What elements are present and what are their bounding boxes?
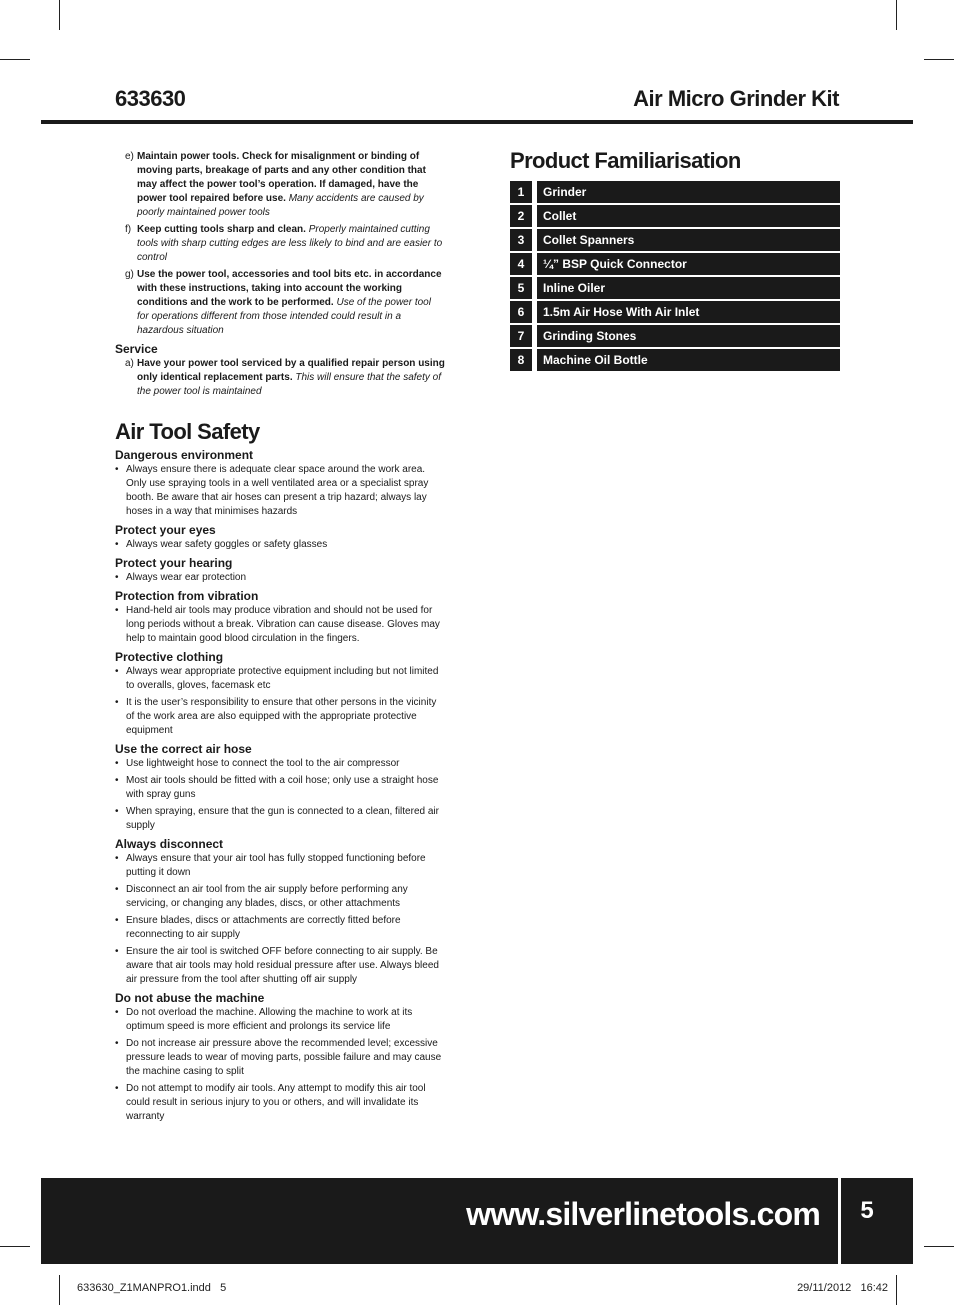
part-name: Inline Oiler — [537, 277, 840, 299]
bullet-item — [115, 852, 445, 880]
footer-bar — [41, 1178, 838, 1264]
item-label: e) — [125, 151, 134, 162]
group-heading: Protective clothing — [115, 650, 224, 664]
bullet-text: Do not overload the machine. Allowing the machine to work at its optimum speed is more efficient and prolongs its service life — [126, 1007, 413, 1032]
bullet-item — [115, 1006, 445, 1034]
product-code: 633630 — [115, 86, 186, 111]
bullet-text: Use lightweight hose to connect the tool to the air compressor — [126, 758, 400, 769]
bullet-text: When spraying, ensure that the gun is connected to a clean, filtered air supply — [126, 806, 439, 831]
bullet-item — [115, 1037, 445, 1079]
bullet-glyph: • — [115, 946, 119, 957]
bullet-item — [115, 571, 445, 585]
part-row — [510, 325, 840, 347]
part-number: 3 — [510, 229, 532, 251]
list-item — [115, 357, 445, 399]
bullet-glyph: • — [115, 697, 119, 708]
bullet-glyph: • — [115, 666, 119, 677]
bullet-text: Do not attempt to modify air tools. Any attempt to modify this air tool could result in serious injury to you or others, and will invalidate its warranty — [126, 1083, 426, 1122]
bullet-item — [115, 696, 445, 738]
work-area-list — [115, 150, 445, 338]
part-row — [510, 301, 840, 323]
bullet-item — [115, 805, 445, 833]
bullet-text: Hand-held air tools may produce vibration and should not be used for long periods without a break. Vibration can cause disease. Gloves may help to maintain good blood circulation in the fingers. — [126, 605, 440, 644]
bullet-glyph: • — [115, 539, 119, 550]
bullet-glyph: • — [115, 1038, 119, 1049]
safety-group — [115, 741, 445, 833]
item-italic-text: Many accidents are caused by poorly maintained power tools — [137, 193, 424, 218]
part-number: 4 — [510, 253, 532, 275]
item-label: a) — [125, 358, 134, 369]
service-heading: Service — [115, 342, 158, 356]
bullet-text: Always wear ear protection — [126, 572, 247, 583]
safety-group — [115, 447, 445, 519]
parts-list — [510, 181, 840, 373]
part-row — [510, 229, 840, 251]
safety-group — [115, 836, 445, 987]
part-number: 8 — [510, 349, 532, 371]
group-heading: Always disconnect — [115, 837, 224, 851]
crop-mark — [896, 1275, 897, 1305]
group-heading: Dangerous environment — [115, 448, 254, 462]
crop-mark — [896, 0, 897, 30]
part-name: Collet Spanners — [537, 229, 840, 251]
page-title: Air Micro Grinder Kit — [633, 86, 839, 111]
part-row — [510, 205, 840, 227]
item-bold-text: Have your power tool serviced by a qualified repair person using only identical replacement parts. — [137, 358, 445, 383]
list-item — [115, 223, 445, 265]
bullet-glyph: • — [115, 572, 119, 583]
bullet-text: Always wear safety goggles or safety glasses — [126, 539, 328, 550]
slug-filename: 633630_Z1MANPRO1.indd 5 — [77, 1282, 227, 1294]
bullet-item — [115, 604, 445, 646]
bullet-glyph: • — [115, 915, 119, 926]
bullet-item — [115, 774, 445, 802]
bullet-item — [115, 1082, 445, 1124]
crop-mark — [0, 1246, 30, 1247]
item-bold-text: Maintain power tools. Check for misalignment or binding of moving parts, breakage of parts and any other condition that may affect the power tool’s operation. If damaged, have the power tool repaired before use. — [137, 151, 426, 204]
part-row — [510, 181, 840, 203]
bullet-glyph: • — [115, 775, 119, 786]
safety-group — [115, 588, 445, 646]
crop-mark — [59, 1275, 60, 1305]
page-number: 5 — [860, 1197, 874, 1224]
bullet-glyph: • — [115, 806, 119, 817]
safety-group — [115, 522, 445, 552]
safety-group — [115, 555, 445, 585]
safety-group — [115, 649, 445, 738]
bullet-item — [115, 757, 445, 771]
bullet-item — [115, 463, 445, 519]
bullet-item — [115, 883, 445, 911]
part-name: Collet — [537, 205, 840, 227]
part-row — [510, 349, 840, 371]
group-heading: Protect your hearing — [115, 556, 233, 570]
bullet-item — [115, 538, 445, 552]
bullet-glyph: • — [115, 758, 119, 769]
crop-mark — [59, 0, 60, 30]
bullet-text: Disconnect an air tool from the air supply before performing any servicing, or changing any blades, discs, or other attachments — [126, 884, 408, 909]
item-bold-text: Keep cutting tools sharp and clean. — [137, 224, 306, 235]
product-familiarisation-title: Product Familiarisation — [510, 148, 741, 173]
crop-mark — [924, 59, 954, 60]
group-heading: Protection from vibration — [115, 589, 259, 603]
bullet-glyph: • — [115, 605, 119, 616]
slug-timestamp: 29/11/2012 16:42 — [797, 1282, 888, 1294]
bullet-item — [115, 914, 445, 942]
part-name: Grinding Stones — [537, 325, 840, 347]
page-number-box — [841, 1178, 913, 1264]
item-italic-text: Use of the power tool for operations different from those intended could result in a hazardous situation — [137, 297, 431, 336]
item-label: f) — [125, 224, 132, 235]
list-item — [115, 150, 445, 220]
safety-group — [115, 990, 445, 1124]
bullet-text: Ensure the air tool is switched OFF before connecting to air supply. Be aware that air tools may hold residual pressure after use. Always bleed air pressure from the tool after shutting off air supply — [126, 946, 439, 985]
bullet-text: Do not increase air pressure above the recommended level; excessive pressure leads to wear of moving parts, possible failure and may cause the machine casing to split — [126, 1038, 442, 1077]
group-heading: Do not abuse the machine — [115, 991, 265, 1005]
bullet-text: Always ensure there is adequate clear space around the work area. Only use spraying tools in a well ventilated area or a specialist spray booth. Be aware that air hoses can present a trip hazard; always lay hoses in a way that minimises hazards — [126, 464, 429, 517]
item-bold-text: Use the power tool, accessories and tool bits etc. in accordance with these instructions, taking into account the working conditions and the work to be performed. — [137, 269, 442, 308]
part-row — [510, 277, 840, 299]
part-name: Grinder — [537, 181, 840, 203]
item-label: g) — [125, 269, 134, 280]
left-column — [115, 150, 445, 1127]
part-number: 1 — [510, 181, 532, 203]
item-italic-text: Properly maintained cutting tools with sharp cutting edges are less likely to bind and are easier to control — [137, 224, 443, 263]
bullet-glyph: • — [115, 464, 119, 475]
bullet-glyph: • — [115, 1083, 119, 1094]
bullet-text: Most air tools should be fitted with a coil hose; only use a straight hose with spray guns — [126, 775, 439, 800]
part-number: 5 — [510, 277, 532, 299]
item-italic-text: This will ensure that the safety of the power tool is maintained — [137, 372, 442, 397]
part-name: 1.5m Air Hose With Air Inlet — [537, 301, 840, 323]
website-url: www.silverlinetools.com — [466, 1196, 820, 1232]
part-row — [510, 253, 840, 275]
bullet-text: Ensure blades, discs or attachments are correctly fitted before reconnecting to air supply — [126, 915, 401, 940]
crop-mark — [0, 59, 30, 60]
part-number: 7 — [510, 325, 532, 347]
part-name: ¼” BSP Quick Connector — [537, 253, 840, 275]
group-heading: Use the correct air hose — [115, 742, 252, 756]
part-name: Machine Oil Bottle — [537, 349, 840, 371]
part-number: 6 — [510, 301, 532, 323]
bullet-glyph: • — [115, 884, 119, 895]
bullet-text: Always wear appropriate protective equipment including but not limited to overalls, gloves, facemask etc — [126, 666, 439, 691]
bullet-item — [115, 945, 445, 987]
part-number: 2 — [510, 205, 532, 227]
header-rule — [41, 120, 913, 124]
group-heading: Protect your eyes — [115, 523, 216, 537]
air-tool-safety-title: Air Tool Safety — [115, 419, 260, 444]
bullet-text: It is the user’s responsibility to ensure that other persons in the vicinity of the work area are also equipped with the appropriate protective equipment — [126, 697, 437, 736]
bullet-text: Always ensure that your air tool has fully stopped functioning before putting it down — [126, 853, 426, 878]
crop-mark — [924, 1246, 954, 1247]
bullet-glyph: • — [115, 853, 119, 864]
bullet-item — [115, 665, 445, 693]
list-item — [115, 268, 445, 338]
bullet-glyph: • — [115, 1007, 119, 1018]
